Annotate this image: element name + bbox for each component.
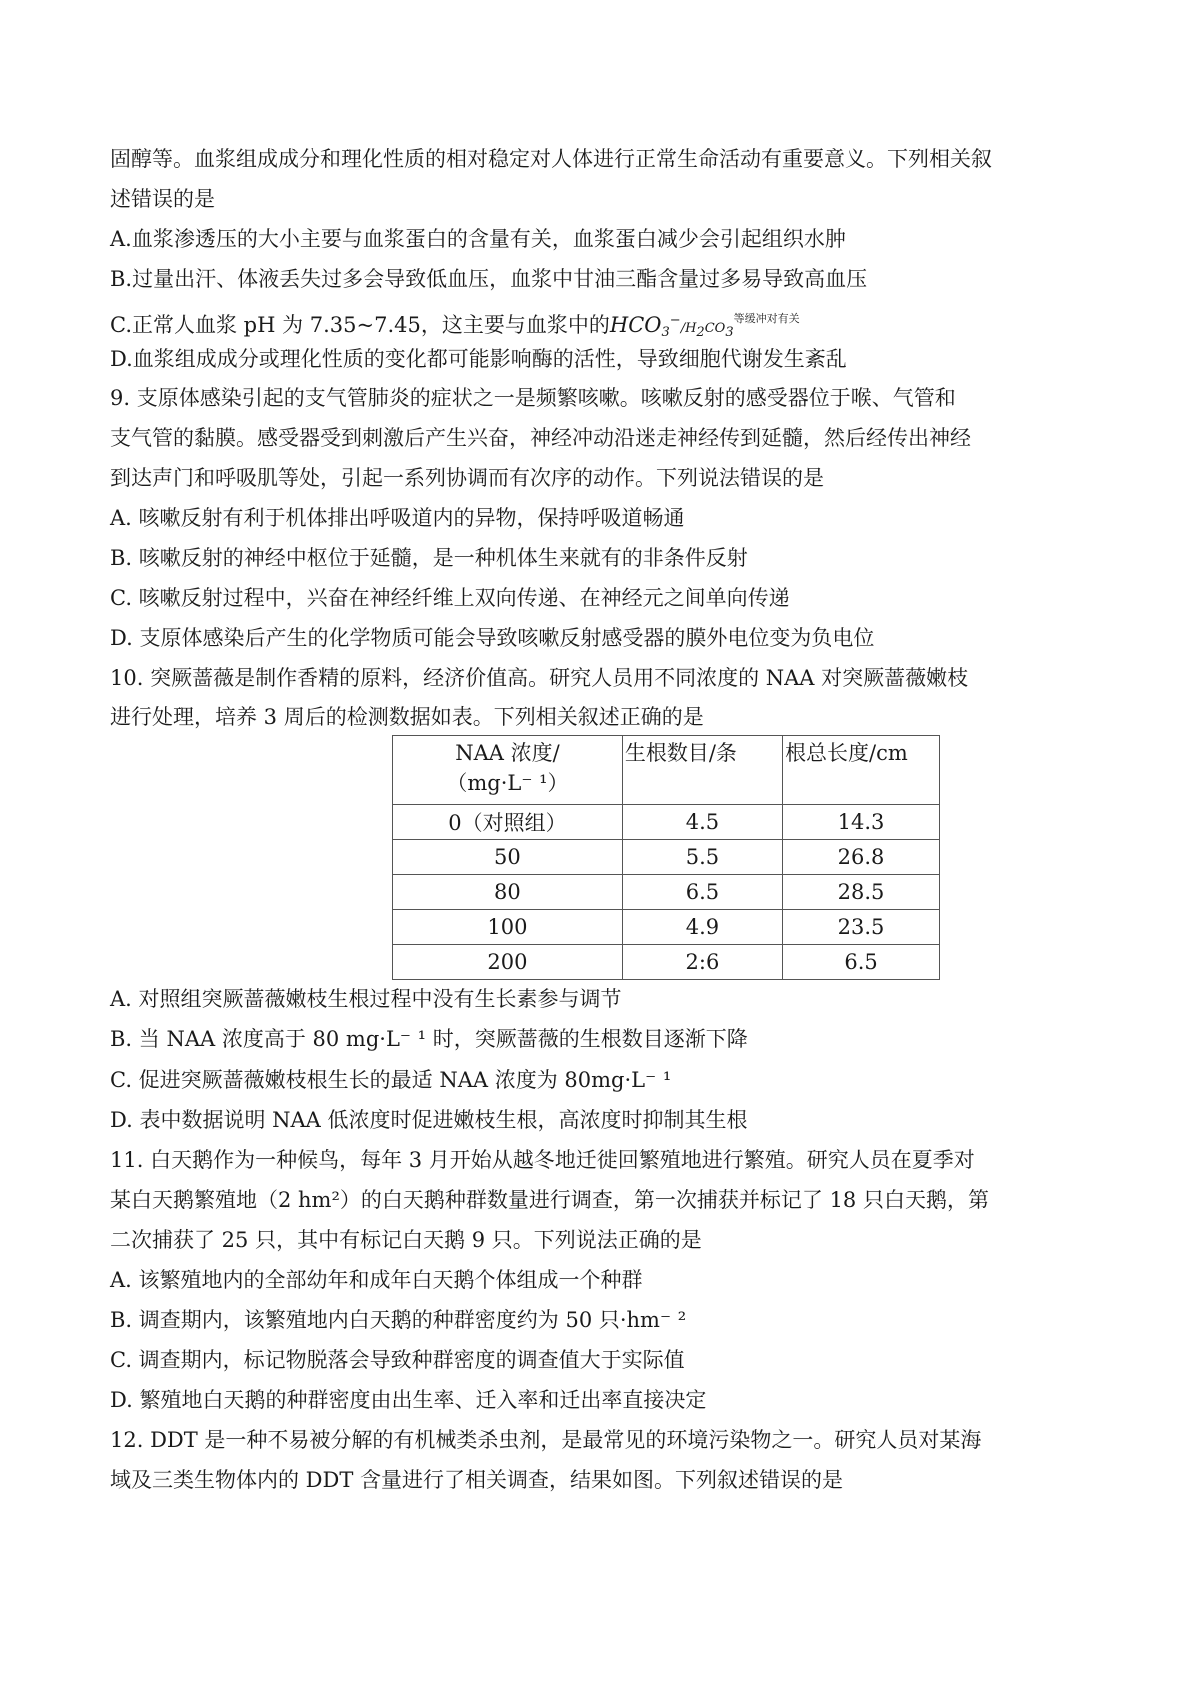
q11-stem-line-3: 二次捕获了 25 只，其中有标记白天鹅 9 只。下列说法正确的是 bbox=[110, 1228, 702, 1252]
q8-stem-line-2: 述错误的是 bbox=[110, 187, 215, 211]
q10-option-c: C. 促进突厥蔷薇嫩枝根生长的最适 NAA 浓度为 80mg·L⁻ ¹ bbox=[110, 1068, 672, 1092]
cell-concentration: 50 bbox=[393, 840, 623, 875]
table-row bbox=[393, 910, 940, 945]
q8-option-c bbox=[110, 305, 1110, 347]
cell-root-length: 6.5 bbox=[783, 945, 940, 980]
table-row bbox=[393, 840, 940, 875]
q11-option-c: C. 调查期内，标记物脱落会导致种群密度的调查值大于实际值 bbox=[110, 1348, 685, 1372]
table-row bbox=[393, 805, 940, 840]
header-naa-concentration: NAA 浓度/ （mg·L⁻ ¹） bbox=[393, 736, 623, 805]
q10-option-a: A. 对照组突厥蔷薇嫩枝生根过程中没有生长素参与调节 bbox=[110, 987, 622, 1011]
q8-option-a: A.血浆渗透压的大小主要与血浆蛋白的含量有关，血浆蛋白减少会引起组织水肿 bbox=[110, 227, 846, 251]
q10-stem-line-2: 进行处理，培养 3 周后的检测数据如表。下列相关叙述正确的是 bbox=[110, 705, 704, 729]
q9-stem-line-3: 到达声门和呼吸肌等处，引起一系列协调而有次序的动作。下列说法错误的是 bbox=[110, 466, 824, 490]
cell-root-length: 14.3 bbox=[783, 805, 940, 840]
q9-stem-line-2: 支气管的黏膜。感受器受到刺激后产生兴奋，神经冲动沿迷走神经传到延髓，然后经传出神经 bbox=[110, 426, 971, 450]
q12-stem-line-1: 12. DDT 是一种不易被分解的有机械类杀虫剂，是最常见的环境污染物之一。研究人员对某海 bbox=[110, 1428, 982, 1452]
q9-option-a: A. 咳嗽反射有利于机体排出呼吸道内的异物，保持呼吸道畅通 bbox=[110, 506, 685, 530]
q11-option-d: D. 繁殖地白天鹅的种群密度由出生率、迁入率和迁出率直接决定 bbox=[110, 1388, 707, 1412]
cell-root-number: 5.5 bbox=[622, 840, 782, 875]
cell-root-length: 23.5 bbox=[783, 910, 940, 945]
header-root-number: 生根数目/条 bbox=[622, 736, 782, 805]
q8-option-c-suffix: 等缓冲对有关 bbox=[733, 312, 800, 325]
table-header-row bbox=[393, 736, 940, 805]
table-row bbox=[393, 945, 940, 980]
cell-concentration: 100 bbox=[393, 910, 623, 945]
cell-root-number: 6.5 bbox=[622, 875, 782, 910]
q8-option-c-text: C.正常人血浆 pH 为 7.35~7.45，这主要与血浆中的 bbox=[110, 313, 610, 337]
header-root-length: 根总长度/cm bbox=[783, 736, 940, 805]
q9-option-c: C. 咳嗽反射过程中，兴奋在神经纤维上双向传递、在神经元之间单向传递 bbox=[110, 586, 790, 610]
q11-option-b: B. 调查期内，该繁殖地内白天鹅的种群密度约为 50 只·hm⁻ ² bbox=[110, 1308, 687, 1332]
q9-option-b: B. 咳嗽反射的神经中枢位于延髓，是一种机体生来就有的非条件反射 bbox=[110, 546, 748, 570]
q8-option-d: D.血浆组成成分或理化性质的变化都可能影响酶的活性，导致细胞代谢发生紊乱 bbox=[110, 347, 847, 371]
q12-stem-line-2: 域及三类生物体内的 DDT 含量进行了相关调查，结果如图。下列叙述错误的是 bbox=[110, 1468, 844, 1492]
cell-root-number: 4.9 bbox=[622, 910, 782, 945]
q10-option-d: D. 表中数据说明 NAA 低浓度时促进嫩枝生根，高浓度时抑制其生根 bbox=[110, 1108, 748, 1132]
cell-root-number: 4.5 bbox=[622, 805, 782, 840]
cell-root-number: 2:6 bbox=[622, 945, 782, 980]
table-row bbox=[393, 875, 940, 910]
cell-root-length: 26.8 bbox=[783, 840, 940, 875]
cell-concentration: 200 bbox=[393, 945, 623, 980]
q11-option-a: A. 该繁殖地内的全部幼年和成年白天鹅个体组成一个种群 bbox=[110, 1268, 643, 1292]
q9-option-d: D. 支原体感染后产生的化学物质可能会导致咳嗽反射感受器的膜外电位变为负电位 bbox=[110, 626, 875, 650]
cell-concentration: 0（对照组） bbox=[393, 805, 623, 840]
q11-stem-line-2: 某白天鹅繁殖地（2 hm²）的白天鹅种群数量进行调查，第一次捕获并标记了 18 只白天鹅，第 bbox=[110, 1188, 989, 1212]
q9-stem-line-1: 9. 支原体感染引起的支气管肺炎的症状之一是频繁咳嗽。咳嗽反射的感受器位于喉、气管和 bbox=[110, 386, 956, 410]
naa-data-table bbox=[392, 735, 940, 980]
q8-stem-line-1: 固醇等。血浆组成成分和理化性质的相对稳定对人体进行正常生命活动有重要意义。下列相关叙 bbox=[110, 147, 992, 171]
q10-option-b: B. 当 NAA 浓度高于 80 mg·L⁻ ¹ 时，突厥蔷薇的生根数目逐渐下降 bbox=[110, 1027, 748, 1051]
q8-option-b: B.过量出汗、体液丢失过多会导致低血压，血浆中甘油三酯含量过多易导致高血压 bbox=[110, 267, 868, 291]
cell-root-length: 28.5 bbox=[783, 875, 940, 910]
q11-stem-line-1: 11. 白天鹅作为一种候鸟，每年 3 月开始从越冬地迁徙回繁殖地进行繁殖。研究人员在夏季对 bbox=[110, 1148, 975, 1172]
bicarbonate-formula: $HCO_3^-/H_2CO_3$ bbox=[609, 313, 734, 340]
cell-concentration: 80 bbox=[393, 875, 623, 910]
q10-stem-line-1: 10. 突厥蔷薇是制作香精的原料，经济价值高。研究人员用不同浓度的 NAA 对突厥蔷薇嫩枝 bbox=[110, 666, 969, 690]
